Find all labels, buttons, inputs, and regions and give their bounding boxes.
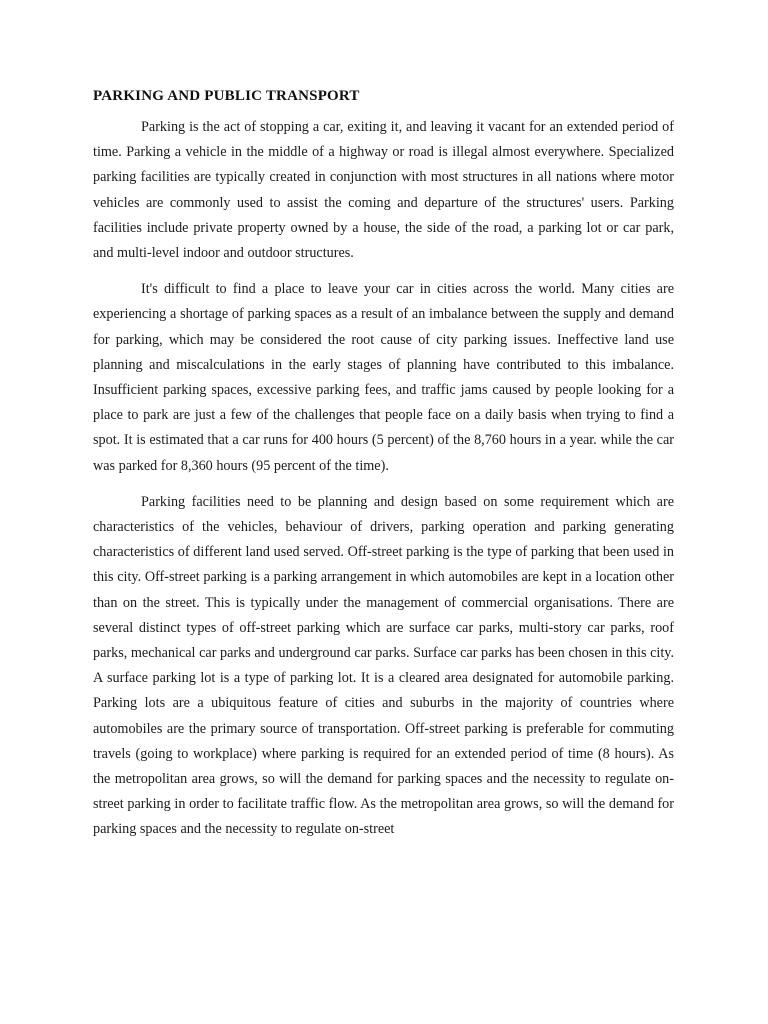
paragraph-parking-shortage: It's difficult to find a place to leave your car in cities across the world. Many cities are experiencing a shortage of parking spaces as a result of an imbalance between the supply and demand for parking, which may be considered the root cause of city parking issues. Ineffective land use planning and miscalculations in the early stages of planning have contributed to this imbalance. Insufficient parking spaces, excessive parking fees, and traffic jams caused by people looking for a place to park are just a few of the challenges that people face on a daily basis when trying to find a spot. It is estimated that a car runs for 400 hours (5 percent) of the 8,760 hours in a year. while the car was parked for 8,360 hours (95 percent of the time). (93, 281, 674, 474)
document-body (93, 85, 674, 854)
document-heading: PARKING AND PUBLIC TRANSPORT (93, 88, 360, 104)
paragraph-off-street-parking: Parking facilities need to be planning and design based on some requirement which are characteristics of the vehicles, behaviour of drivers, parking operation and parking generating characteristics of different land used served. Off-street parking is the type of parking that been used in this city. Off-street parking is a parking arrangement in which automobiles are kept in a location other than on the street. This is typically under the management of commercial organisations. There are several distinct types of off-street parking which are surface car parks, multi-story car parks, roof parks, mechanical car parks and underground car parks. Surface car parks has been chosen in this city. A surface parking lot is a type of parking lot. It is a cleared area designated for automobile parking. Parking lots are a ubiquitous feature of cities and suburbs in the majority of countries where automobiles are the primary source of transportation. Off-street parking is preferable for commuting travels (going to workplace) where parking is required for an extended period of time (8 hours). As the metropolitan area grows, so will the demand for parking spaces and the necessity to regulate on-street parking in order to facilitate traffic flow. As the metropolitan area grows, so will the demand for parking spaces and the necessity to regulate on-street (93, 493, 674, 838)
paragraph-definition: Parking is the act of stopping a car, exiting it, and leaving it vacant for an extended period of time. Parking a vehicle in the middle of a highway or road is illegal almost everywhere. Specialized parking facilities are typically created in conjunction with most structures in all nations where motor vehicles are commonly used to assist the coming and departure of the structures' users. Parking facilities include private property owned by a house, the side of the road, a parking lot or car park, and multi-level indoor and outdoor structures. (93, 119, 674, 262)
